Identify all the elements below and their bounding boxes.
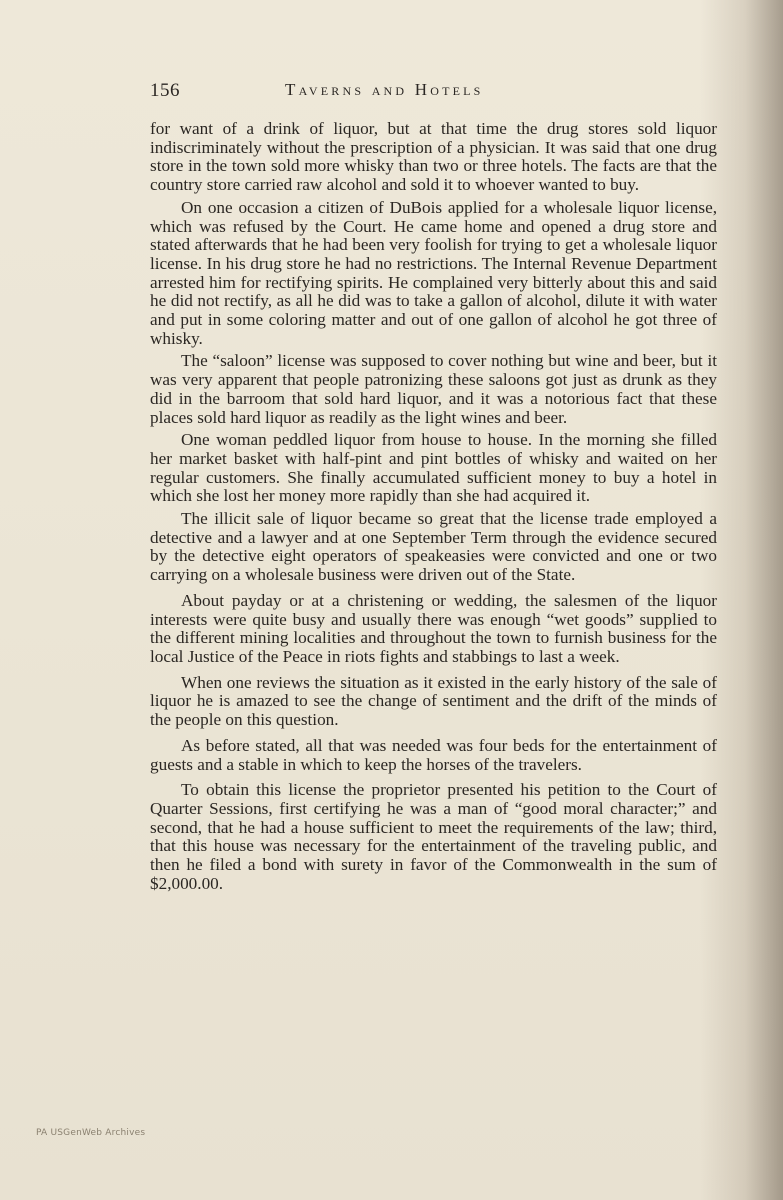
paragraph-8: As before stated, all that was needed was four beds for the entertainment of guests and a stable in which to keep the horses of the travelers. — [150, 735, 717, 774]
paragraph-7: When one reviews the situation as it existed in the early history of the sale of liquor he is amazed to see the change of sentiment and the drift of the minds of the people on this question. — [150, 672, 717, 730]
archive-watermark: PA USGenWeb Archives — [36, 1128, 146, 1138]
paragraph-4: One woman peddled liquor from house to house. In the morning she filled her market basket with half-pint and pint bottles of whisky and waited on her regular customers. She finally accumulated sufficient money to buy a hotel in which she lost her money more rapidly than she had acquired it. — [150, 430, 717, 506]
paragraph-3: The “saloon” license was supposed to cover nothing but wine and beer, but it was very apparent that people patronizing these saloons got just as drunk as they did in the barroom that sold hard liquor, and it was a notorious fact that these places sold hard liquor as readily as the light wines and beer. — [150, 351, 717, 427]
page-number: 156 — [150, 80, 180, 101]
running-head: Taverns and Hotels — [285, 80, 484, 99]
paragraph-1: for want of a drink of liquor, but at that time the drug stores sold liquor indiscriminately without the prescription of a physician. It was said that one drug store in the town sold more whisky than two or three hotels. The facts are that the country store carried raw alcohol and sold it to whoever wanted to buy. — [150, 119, 717, 195]
paragraph-2: On one occasion a citizen of DuBois applied for a wholesale liquor license, which was refused by the Court. He came home and opened a drug store and stated afterwards that he had been very foolish for trying to get a wholesale liquor license. In his drug store he had no restrictions. The Internal Revenue Department arrested him for rectifying spirits. He complained very bitterly about this and said he did not rectify, as all he did was to take a gallon of alcohol, dilute it with water and put in some coloring matter and out of one gallon of alcohol he got three of whisky. — [150, 197, 717, 348]
paragraph-9: To obtain this license the proprietor presented his petition to the Court of Quarter Sessions, first certifying he was a man of “good moral character;” and second, that he had a house sufficient to meet the requirements of the law; third, that this house was necessary for the entertainment of the traveling public, and then he filed a bond with surety in favor of the Commonwealth in the sum of $2,000.00. — [150, 780, 717, 893]
paragraph-5: The illicit sale of liquor became so great that the license trade employed a detective and a lawyer and at one September Term through the evidence secured by the detective eight operators of speakeasies were convicted and one or two carrying on a wholesale business were driven out of the State. — [150, 509, 717, 585]
body-text — [150, 120, 717, 900]
paragraph-6: About payday or at a christening or wedding, the salesmen of the liquor interests were quite busy and usually there was enough “wet goods” supplied to the different mining localities and throughout the town to furnish business for the local Justice of the Peace in riots fights and stabbings to last a week. — [150, 590, 717, 666]
